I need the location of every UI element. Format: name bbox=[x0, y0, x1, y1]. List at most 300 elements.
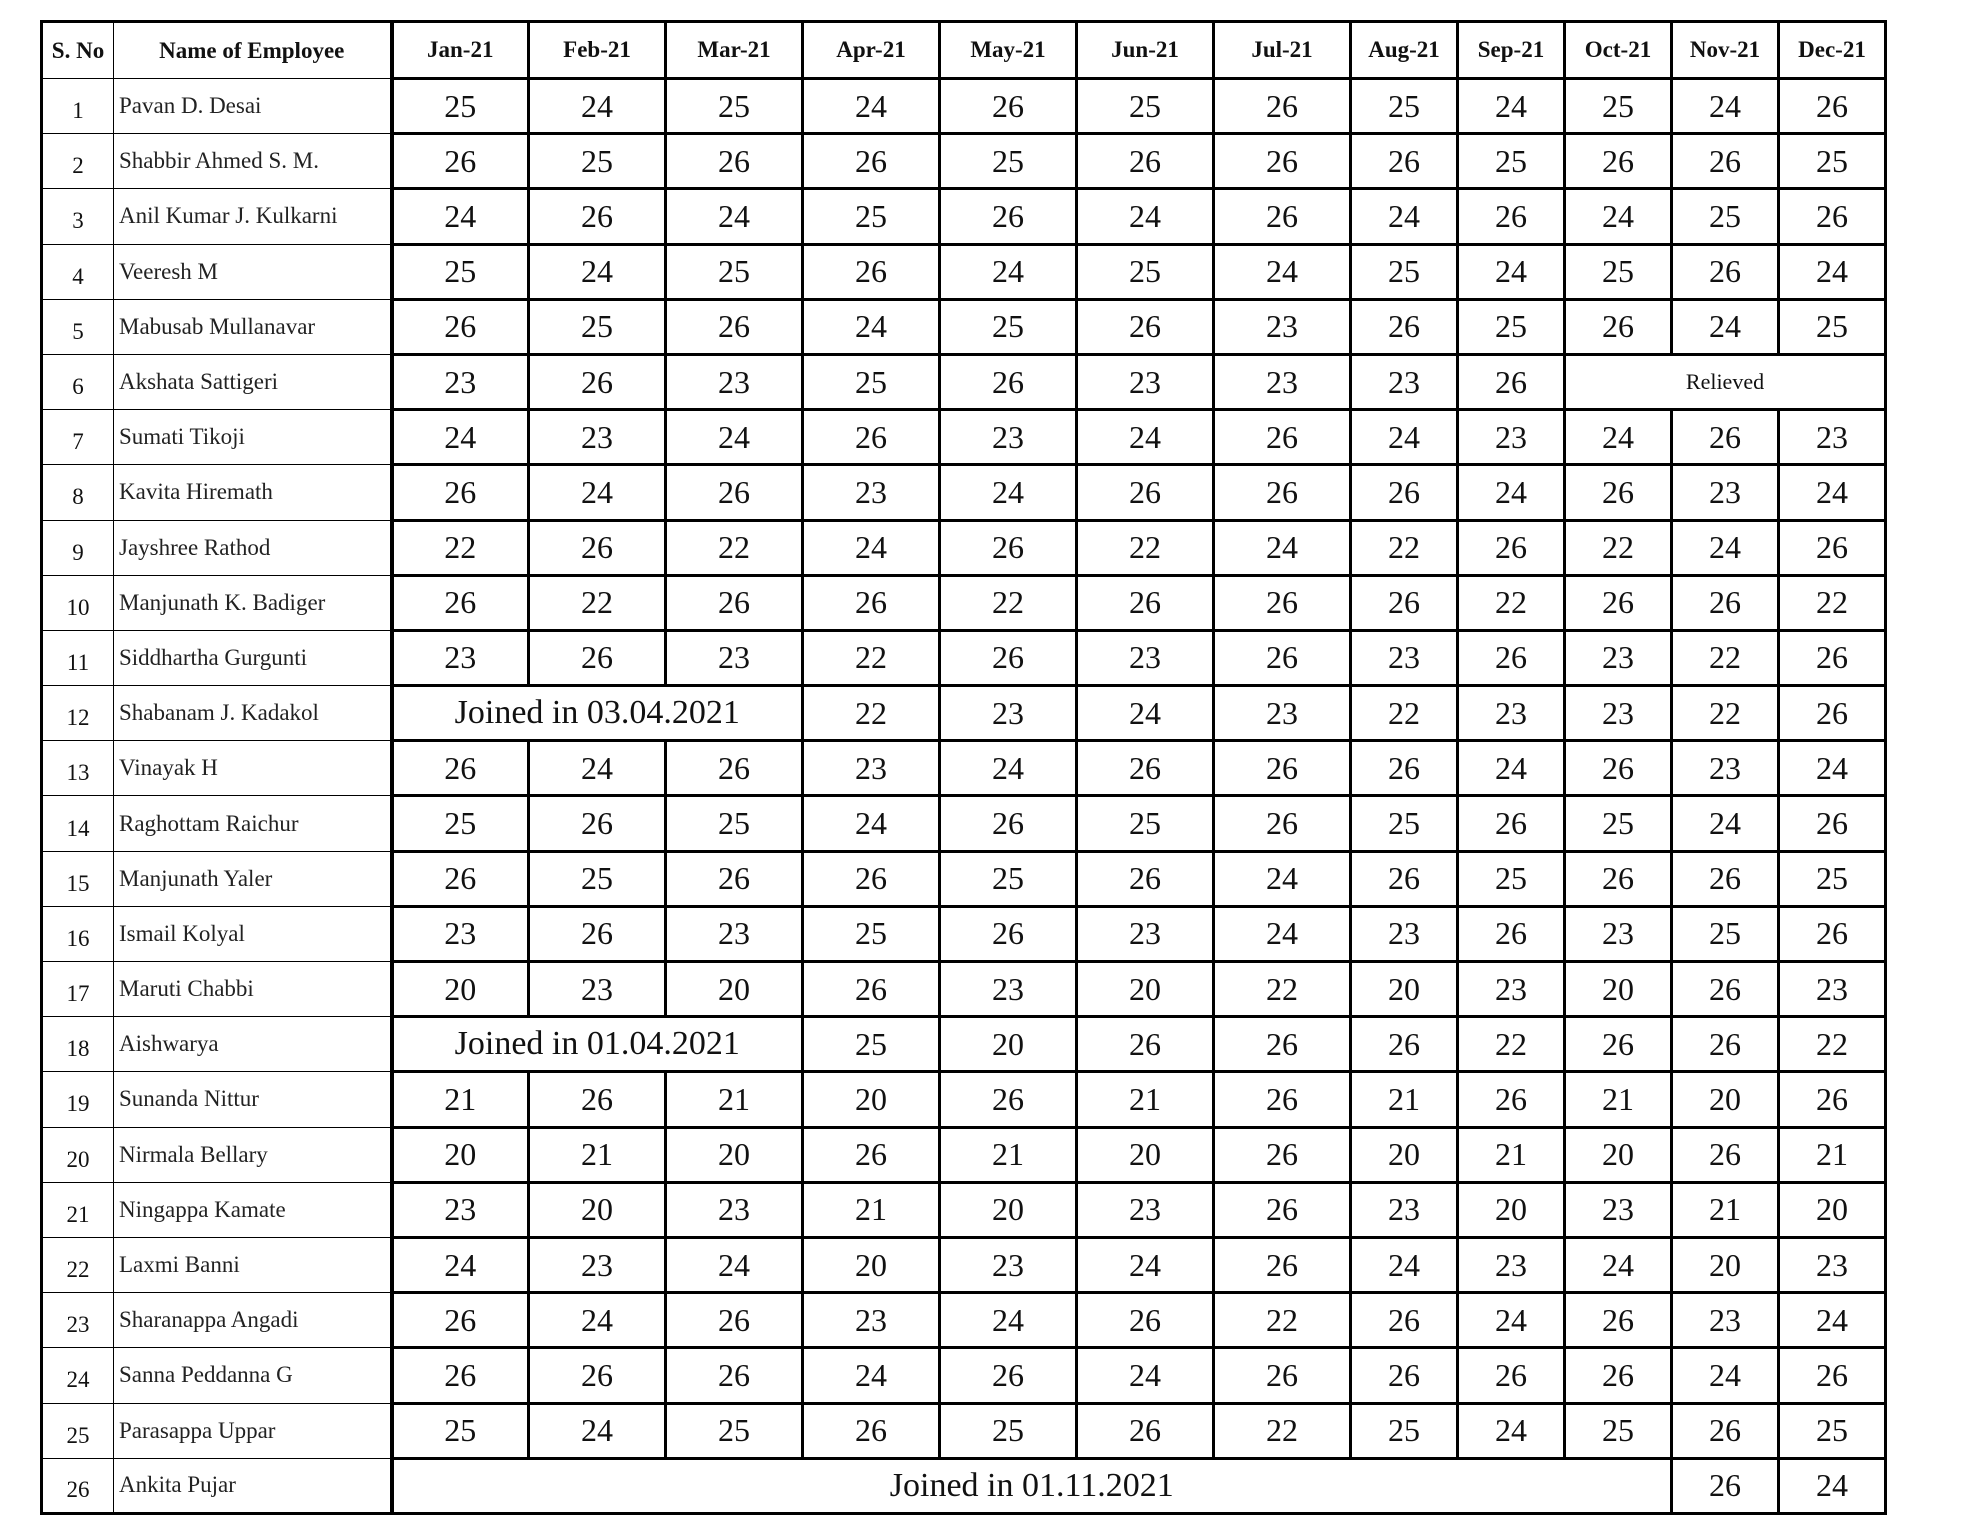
table-row bbox=[42, 630, 1886, 685]
attendance-days: 23 bbox=[1458, 1237, 1565, 1292]
attendance-days: 24 bbox=[392, 410, 529, 465]
attendance-days: 26 bbox=[940, 79, 1077, 134]
attendance-days: 26 bbox=[666, 575, 803, 630]
attendance-days: 25 bbox=[803, 906, 940, 961]
employee-name: Kavita Hiremath bbox=[114, 465, 392, 520]
attendance-days: 22 bbox=[392, 520, 529, 575]
attendance-days: 22 bbox=[1779, 1017, 1886, 1072]
attendance-days: 25 bbox=[1458, 299, 1565, 354]
attendance-days: 23 bbox=[803, 741, 940, 796]
attendance-days: 25 bbox=[392, 796, 529, 851]
attendance-days: 23 bbox=[1458, 686, 1565, 741]
attendance-days: 23 bbox=[1214, 354, 1351, 409]
attendance-days: 21 bbox=[1458, 1127, 1565, 1182]
table-row bbox=[42, 299, 1886, 354]
attendance-days: 24 bbox=[1351, 410, 1458, 465]
table-row bbox=[42, 520, 1886, 575]
attendance-days: 26 bbox=[529, 354, 666, 409]
attendance-days: 26 bbox=[392, 741, 529, 796]
attendance-days: 24 bbox=[529, 465, 666, 520]
attendance-days: 23 bbox=[1214, 299, 1351, 354]
attendance-days: 23 bbox=[392, 354, 529, 409]
attendance-days: 26 bbox=[1779, 1072, 1886, 1127]
attendance-days: 25 bbox=[1672, 189, 1779, 244]
attendance-days: 25 bbox=[666, 244, 803, 299]
attendance-days: 24 bbox=[1672, 299, 1779, 354]
attendance-days: 23 bbox=[1077, 906, 1214, 961]
table-row bbox=[42, 1182, 1886, 1237]
attendance-days: 24 bbox=[1565, 410, 1672, 465]
attendance-days: 23 bbox=[1779, 1237, 1886, 1292]
attendance-days: 26 bbox=[940, 520, 1077, 575]
attendance-days: 25 bbox=[803, 189, 940, 244]
attendance-days: 24 bbox=[1672, 796, 1779, 851]
attendance-days: 25 bbox=[803, 354, 940, 409]
attendance-days: 25 bbox=[803, 1017, 940, 1072]
attendance-days: 24 bbox=[1351, 1237, 1458, 1292]
attendance-days: 24 bbox=[940, 465, 1077, 520]
attendance-days: 26 bbox=[1214, 796, 1351, 851]
attendance-days: 20 bbox=[1672, 1072, 1779, 1127]
attendance-days: 24 bbox=[1672, 520, 1779, 575]
attendance-days: 20 bbox=[666, 1127, 803, 1182]
employee-name: Akshata Sattigeri bbox=[114, 354, 392, 409]
attendance-days: 22 bbox=[1458, 575, 1565, 630]
attendance-days: 26 bbox=[666, 741, 803, 796]
attendance-days: 26 bbox=[1672, 1127, 1779, 1182]
attendance-days: 25 bbox=[392, 79, 529, 134]
employee-name: Manjunath K. Badiger bbox=[114, 575, 392, 630]
attendance-days: 26 bbox=[1458, 1348, 1565, 1403]
attendance-days: 25 bbox=[666, 79, 803, 134]
attendance-days: 22 bbox=[1351, 686, 1458, 741]
attendance-days: 26 bbox=[940, 630, 1077, 685]
attendance-days: 21 bbox=[1565, 1072, 1672, 1127]
attendance-days: 24 bbox=[1351, 189, 1458, 244]
attendance-days: 22 bbox=[803, 686, 940, 741]
header-month: Jul-21 bbox=[1214, 22, 1351, 79]
attendance-days: 26 bbox=[1214, 1182, 1351, 1237]
attendance-days: 26 bbox=[1214, 1072, 1351, 1127]
attendance-days: 23 bbox=[1565, 630, 1672, 685]
attendance-days: 22 bbox=[1214, 1293, 1351, 1348]
attendance-days: 26 bbox=[1565, 1293, 1672, 1348]
attendance-days: 20 bbox=[940, 1017, 1077, 1072]
attendance-days: 26 bbox=[529, 906, 666, 961]
attendance-days: 26 bbox=[1672, 410, 1779, 465]
attendance-days: 26 bbox=[1779, 520, 1886, 575]
serial-number: 15 bbox=[42, 851, 114, 906]
attendance-days: 26 bbox=[1458, 906, 1565, 961]
attendance-days: 26 bbox=[666, 1348, 803, 1403]
serial-number: 20 bbox=[42, 1127, 114, 1182]
attendance-days: 20 bbox=[392, 962, 529, 1017]
attendance-days: 26 bbox=[803, 575, 940, 630]
employee-name: Ismail Kolyal bbox=[114, 906, 392, 961]
employee-name: Aishwarya bbox=[114, 1017, 392, 1072]
serial-number: 7 bbox=[42, 410, 114, 465]
attendance-days: 24 bbox=[1458, 244, 1565, 299]
attendance-days: 20 bbox=[803, 1072, 940, 1127]
serial-number: 18 bbox=[42, 1017, 114, 1072]
attendance-days: 26 bbox=[1351, 1293, 1458, 1348]
attendance-days: 23 bbox=[529, 962, 666, 1017]
attendance-days: 23 bbox=[1351, 1182, 1458, 1237]
attendance-days: 22 bbox=[803, 630, 940, 685]
attendance-days: 24 bbox=[1458, 741, 1565, 796]
attendance-days: 20 bbox=[940, 1182, 1077, 1237]
attendance-days: 26 bbox=[392, 134, 529, 189]
table-row bbox=[42, 1403, 1886, 1458]
serial-number: 19 bbox=[42, 1072, 114, 1127]
header-name: Name of Employee bbox=[114, 22, 392, 79]
attendance-days: 23 bbox=[803, 1293, 940, 1348]
attendance-days: 20 bbox=[1077, 1127, 1214, 1182]
table-row bbox=[42, 1127, 1886, 1182]
employee-name: Jayshree Rathod bbox=[114, 520, 392, 575]
employee-name: Siddhartha Gurgunti bbox=[114, 630, 392, 685]
attendance-days: 26 bbox=[1458, 354, 1565, 409]
attendance-days: 26 bbox=[392, 575, 529, 630]
attendance-days: 26 bbox=[529, 1072, 666, 1127]
attendance-days: 25 bbox=[666, 1403, 803, 1458]
employee-name: Anil Kumar J. Kulkarni bbox=[114, 189, 392, 244]
table-row bbox=[42, 1348, 1886, 1403]
attendance-days: 22 bbox=[1351, 520, 1458, 575]
attendance-days: 25 bbox=[1458, 851, 1565, 906]
attendance-days: 24 bbox=[1077, 189, 1214, 244]
header-month: Feb-21 bbox=[529, 22, 666, 79]
attendance-days: 25 bbox=[1351, 796, 1458, 851]
attendance-days: 26 bbox=[1565, 851, 1672, 906]
table-row bbox=[42, 1072, 1886, 1127]
attendance-days: 26 bbox=[1214, 134, 1351, 189]
attendance-days: 26 bbox=[1779, 796, 1886, 851]
attendance-days: 25 bbox=[940, 299, 1077, 354]
attendance-days: 26 bbox=[392, 1348, 529, 1403]
attendance-days: 26 bbox=[1458, 520, 1565, 575]
header-sno: S. No bbox=[42, 22, 114, 79]
attendance-days: 23 bbox=[666, 906, 803, 961]
table-row bbox=[42, 851, 1886, 906]
header-month: Nov-21 bbox=[1672, 22, 1779, 79]
attendance-days: 22 bbox=[940, 575, 1077, 630]
attendance-days: 26 bbox=[1351, 741, 1458, 796]
attendance-days: 26 bbox=[1458, 1072, 1565, 1127]
attendance-days: 25 bbox=[1565, 244, 1672, 299]
attendance-days: 26 bbox=[666, 465, 803, 520]
attendance-days: 26 bbox=[1077, 1293, 1214, 1348]
attendance-days: 25 bbox=[529, 299, 666, 354]
attendance-days: 26 bbox=[1565, 741, 1672, 796]
attendance-days: 24 bbox=[940, 741, 1077, 796]
attendance-days: 24 bbox=[803, 520, 940, 575]
attendance-days: 23 bbox=[940, 410, 1077, 465]
attendance-days: 26 bbox=[392, 1293, 529, 1348]
serial-number: 8 bbox=[42, 465, 114, 520]
serial-number: 14 bbox=[42, 796, 114, 851]
attendance-days: 22 bbox=[529, 575, 666, 630]
attendance-days: 20 bbox=[1565, 962, 1672, 1017]
attendance-days: 22 bbox=[1214, 1403, 1351, 1458]
table-row bbox=[42, 1458, 1886, 1513]
attendance-days: 21 bbox=[529, 1127, 666, 1182]
serial-number: 21 bbox=[42, 1182, 114, 1237]
attendance-days: 24 bbox=[940, 1293, 1077, 1348]
employee-name: Nirmala Bellary bbox=[114, 1127, 392, 1182]
attendance-days: 25 bbox=[1672, 906, 1779, 961]
attendance-days: 25 bbox=[1351, 1403, 1458, 1458]
attendance-days: 20 bbox=[1565, 1127, 1672, 1182]
attendance-days: 26 bbox=[1077, 851, 1214, 906]
header-month: Mar-21 bbox=[666, 22, 803, 79]
attendance-days: 23 bbox=[1779, 962, 1886, 1017]
attendance-days: 23 bbox=[529, 410, 666, 465]
attendance-days: 26 bbox=[1214, 1237, 1351, 1292]
attendance-days: 26 bbox=[529, 520, 666, 575]
attendance-days: 26 bbox=[529, 796, 666, 851]
attendance-days: 24 bbox=[1779, 244, 1886, 299]
attendance-days: 24 bbox=[1077, 1348, 1214, 1403]
employee-name: Sunanda Nittur bbox=[114, 1072, 392, 1127]
serial-number: 4 bbox=[42, 244, 114, 299]
attendance-days: 22 bbox=[1458, 1017, 1565, 1072]
attendance-days: 26 bbox=[1672, 962, 1779, 1017]
table-row bbox=[42, 686, 1886, 741]
attendance-days: 26 bbox=[1779, 79, 1886, 134]
attendance-days: 26 bbox=[529, 189, 666, 244]
status-note: Joined in 01.11.2021 bbox=[392, 1458, 1672, 1513]
serial-number: 24 bbox=[42, 1348, 114, 1403]
attendance-days: 23 bbox=[666, 354, 803, 409]
serial-number: 13 bbox=[42, 741, 114, 796]
attendance-days: 26 bbox=[940, 1072, 1077, 1127]
attendance-days: 26 bbox=[1672, 1458, 1779, 1513]
attendance-days: 20 bbox=[1779, 1182, 1886, 1237]
attendance-days: 23 bbox=[392, 1182, 529, 1237]
attendance-days: 21 bbox=[803, 1182, 940, 1237]
table-row bbox=[42, 796, 1886, 851]
attendance-days: 26 bbox=[1214, 575, 1351, 630]
attendance-days: 20 bbox=[1351, 962, 1458, 1017]
attendance-days: 23 bbox=[1565, 686, 1672, 741]
attendance-days: 26 bbox=[1672, 851, 1779, 906]
attendance-days: 23 bbox=[666, 630, 803, 685]
attendance-days: 24 bbox=[529, 79, 666, 134]
attendance-days: 24 bbox=[803, 79, 940, 134]
attendance-days: 25 bbox=[1565, 796, 1672, 851]
attendance-days: 23 bbox=[392, 630, 529, 685]
attendance-days: 20 bbox=[1458, 1182, 1565, 1237]
attendance-days: 25 bbox=[1565, 79, 1672, 134]
attendance-days: 24 bbox=[1458, 1293, 1565, 1348]
employee-name: Sanna Peddanna G bbox=[114, 1348, 392, 1403]
table-row bbox=[42, 410, 1886, 465]
attendance-days: 24 bbox=[803, 1348, 940, 1403]
attendance-days: 20 bbox=[1351, 1127, 1458, 1182]
serial-number: 16 bbox=[42, 906, 114, 961]
attendance-days: 24 bbox=[1779, 1293, 1886, 1348]
attendance-days: 24 bbox=[529, 741, 666, 796]
table-row bbox=[42, 465, 1886, 520]
attendance-table bbox=[40, 20, 1887, 1515]
header-month: Apr-21 bbox=[803, 22, 940, 79]
table-header bbox=[42, 22, 1886, 79]
attendance-days: 26 bbox=[1672, 134, 1779, 189]
attendance-days: 20 bbox=[666, 962, 803, 1017]
attendance-days: 22 bbox=[1077, 520, 1214, 575]
attendance-days: 26 bbox=[1565, 1017, 1672, 1072]
attendance-days: 24 bbox=[666, 1237, 803, 1292]
attendance-days: 22 bbox=[1672, 686, 1779, 741]
status-note: Joined in 01.04.2021 bbox=[392, 1017, 803, 1072]
attendance-days: 21 bbox=[1779, 1127, 1886, 1182]
attendance-days: 24 bbox=[803, 299, 940, 354]
table-row bbox=[42, 79, 1886, 134]
attendance-days: 20 bbox=[529, 1182, 666, 1237]
employee-name: Shabbir Ahmed S. M. bbox=[114, 134, 392, 189]
attendance-days: 22 bbox=[1565, 520, 1672, 575]
attendance-days: 26 bbox=[803, 962, 940, 1017]
attendance-days: 26 bbox=[803, 1403, 940, 1458]
attendance-days: 24 bbox=[1779, 465, 1886, 520]
attendance-days: 23 bbox=[940, 1237, 1077, 1292]
attendance-days: 23 bbox=[1458, 962, 1565, 1017]
attendance-days: 26 bbox=[1565, 134, 1672, 189]
serial-number: 10 bbox=[42, 575, 114, 630]
table-row bbox=[42, 1017, 1886, 1072]
attendance-days: 26 bbox=[1214, 1348, 1351, 1403]
attendance-days: 26 bbox=[803, 1127, 940, 1182]
attendance-days: 24 bbox=[1214, 906, 1351, 961]
attendance-days: 26 bbox=[1214, 410, 1351, 465]
attendance-days: 26 bbox=[940, 1348, 1077, 1403]
attendance-days: 25 bbox=[1779, 134, 1886, 189]
attendance-days: 25 bbox=[1077, 244, 1214, 299]
attendance-days: 25 bbox=[940, 134, 1077, 189]
header-month: Sep-21 bbox=[1458, 22, 1565, 79]
attendance-days: 22 bbox=[1672, 630, 1779, 685]
table-row bbox=[42, 354, 1886, 409]
attendance-days: 26 bbox=[1214, 1017, 1351, 1072]
attendance-days: 26 bbox=[1214, 465, 1351, 520]
attendance-days: 25 bbox=[1779, 1403, 1886, 1458]
attendance-days: 24 bbox=[666, 189, 803, 244]
attendance-days: 23 bbox=[1565, 906, 1672, 961]
attendance-days: 26 bbox=[392, 299, 529, 354]
header-month: Dec-21 bbox=[1779, 22, 1886, 79]
attendance-days: 23 bbox=[1351, 906, 1458, 961]
attendance-days: 26 bbox=[1077, 1403, 1214, 1458]
attendance-days: 24 bbox=[1214, 520, 1351, 575]
attendance-days: 20 bbox=[1672, 1237, 1779, 1292]
attendance-days: 24 bbox=[666, 410, 803, 465]
attendance-days: 26 bbox=[666, 1293, 803, 1348]
attendance-days: 26 bbox=[1779, 1348, 1886, 1403]
employee-name: Raghottam Raichur bbox=[114, 796, 392, 851]
serial-number: 22 bbox=[42, 1237, 114, 1292]
attendance-days: 21 bbox=[1351, 1072, 1458, 1127]
attendance-days: 24 bbox=[392, 1237, 529, 1292]
serial-number: 6 bbox=[42, 354, 114, 409]
attendance-days: 20 bbox=[803, 1237, 940, 1292]
attendance-days: 26 bbox=[803, 244, 940, 299]
attendance-days: 26 bbox=[529, 630, 666, 685]
attendance-days: 25 bbox=[1077, 796, 1214, 851]
table-row bbox=[42, 134, 1886, 189]
attendance-days: 24 bbox=[940, 244, 1077, 299]
attendance-days: 25 bbox=[1779, 851, 1886, 906]
table-body bbox=[42, 79, 1886, 1514]
attendance-days: 26 bbox=[940, 796, 1077, 851]
attendance-days: 23 bbox=[803, 465, 940, 520]
attendance-days: 23 bbox=[1077, 630, 1214, 685]
attendance-days: 24 bbox=[1672, 1348, 1779, 1403]
attendance-days: 23 bbox=[1672, 741, 1779, 796]
employee-name: Manjunath Yaler bbox=[114, 851, 392, 906]
attendance-days: 23 bbox=[940, 962, 1077, 1017]
attendance-days: 26 bbox=[1779, 686, 1886, 741]
attendance-days: 24 bbox=[1214, 851, 1351, 906]
attendance-days: 26 bbox=[1779, 189, 1886, 244]
attendance-days: 24 bbox=[392, 189, 529, 244]
attendance-days: 26 bbox=[666, 134, 803, 189]
attendance-days: 23 bbox=[392, 906, 529, 961]
attendance-days: 25 bbox=[1779, 299, 1886, 354]
serial-number: 5 bbox=[42, 299, 114, 354]
attendance-days: 26 bbox=[1458, 630, 1565, 685]
attendance-days: 26 bbox=[1077, 299, 1214, 354]
attendance-days: 25 bbox=[940, 851, 1077, 906]
attendance-days: 26 bbox=[1565, 465, 1672, 520]
attendance-days: 23 bbox=[1672, 465, 1779, 520]
header-month: May-21 bbox=[940, 22, 1077, 79]
attendance-days: 26 bbox=[1779, 906, 1886, 961]
status-note: Joined in 03.04.2021 bbox=[392, 686, 803, 741]
employee-name: Laxmi Banni bbox=[114, 1237, 392, 1292]
employee-name: Maruti Chabbi bbox=[114, 962, 392, 1017]
serial-number: 26 bbox=[42, 1458, 114, 1513]
attendance-days: 26 bbox=[803, 410, 940, 465]
serial-number: 3 bbox=[42, 189, 114, 244]
attendance-days: 26 bbox=[1779, 630, 1886, 685]
attendance-days: 26 bbox=[392, 851, 529, 906]
employee-name: Sharanappa Angadi bbox=[114, 1293, 392, 1348]
attendance-days: 24 bbox=[529, 1403, 666, 1458]
attendance-days: 23 bbox=[940, 686, 1077, 741]
attendance-days: 26 bbox=[1214, 741, 1351, 796]
attendance-days: 26 bbox=[1351, 299, 1458, 354]
attendance-days: 26 bbox=[666, 299, 803, 354]
attendance-days: 25 bbox=[1565, 1403, 1672, 1458]
attendance-days: 24 bbox=[1077, 1237, 1214, 1292]
attendance-days: 26 bbox=[803, 851, 940, 906]
attendance-days: 26 bbox=[1077, 465, 1214, 520]
attendance-days: 26 bbox=[529, 1348, 666, 1403]
table-row bbox=[42, 741, 1886, 796]
serial-number: 23 bbox=[42, 1293, 114, 1348]
attendance-days: 26 bbox=[1351, 134, 1458, 189]
attendance-days: 21 bbox=[1672, 1182, 1779, 1237]
employee-name: Parasappa Uppar bbox=[114, 1403, 392, 1458]
table-row bbox=[42, 906, 1886, 961]
employee-name: Shabanam J. Kadakol bbox=[114, 686, 392, 741]
attendance-days: 25 bbox=[529, 134, 666, 189]
attendance-days: 26 bbox=[940, 189, 1077, 244]
attendance-days: 26 bbox=[1214, 189, 1351, 244]
attendance-days: 23 bbox=[1351, 630, 1458, 685]
serial-number: 17 bbox=[42, 962, 114, 1017]
